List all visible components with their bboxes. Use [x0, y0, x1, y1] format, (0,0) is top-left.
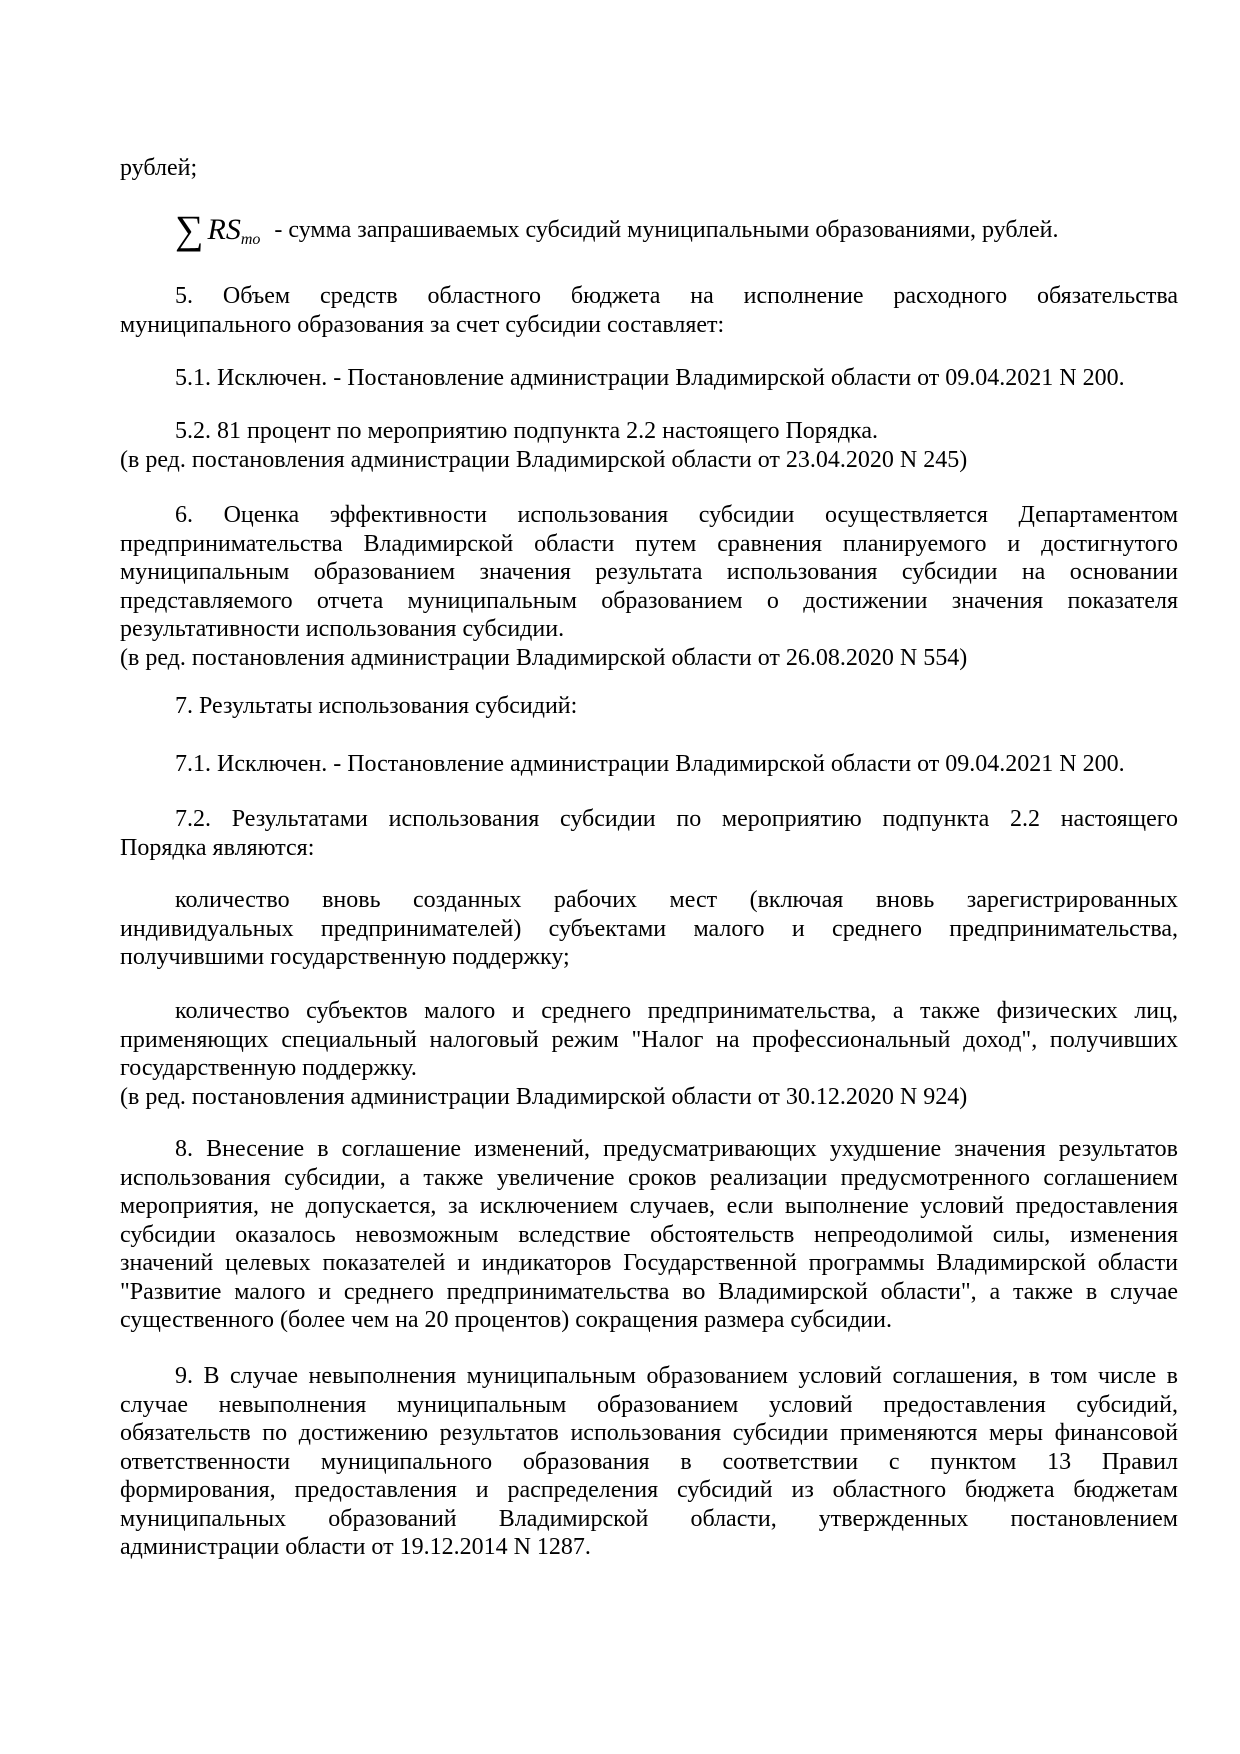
paragraph — [120, 1135, 1178, 1335]
paragraph-line: 9. В случае невыполнения муниципальным образованием условий соглашения, в том числе в — [175, 1363, 1178, 1389]
paragraph-line: формирования, предоставления и распределения субсидий из областного бюджета бюджетам — [120, 1477, 1178, 1503]
paragraph — [120, 1362, 1178, 1562]
paragraph-line: "Развитие малого и среднего предпринимательства во Владимирской области", а также в случае — [120, 1278, 1178, 1305]
paragraph-line: получившими государственную поддержку; — [120, 944, 570, 970]
paragraph-line: 7.2. Результатами использования субсидии по мероприятию подпункта 2.2 настоящего — [175, 806, 1178, 832]
paragraph-line: существенного (более чем на 20 процентов) сокращения размера субсидии. — [120, 1307, 892, 1333]
paragraph-line: использования субсидии, а также увеличение сроков реализации предусмотренного соглашением — [120, 1164, 1178, 1191]
paragraph-line: применяющих специальный налоговый режим "Налог на профессиональный доход", получивших — [120, 1026, 1178, 1053]
formula-subscript: mo — [240, 231, 261, 248]
paragraph — [120, 997, 1178, 1111]
paragraph-line: 6. Оценка эффективности использования субсидии осуществляется Департаментом — [175, 502, 1178, 528]
paragraph-line: количество вновь созданных рабочих мест (включая вновь зарегистрированных — [175, 887, 1178, 913]
paragraph — [120, 886, 1178, 972]
amendment-note: (в ред. постановления администрации Владимирской области от 23.04.2020 N 245) — [120, 446, 968, 473]
paragraph-line: 5.2. 81 процент по мероприятию подпункта 2.2 настоящего Порядка. — [175, 418, 878, 444]
sum-symbol: ∑ — [175, 207, 204, 252]
paragraph-line: 5.1. Исключен. - Постановление администрации Владимирской области от 09.04.2021 N 200. — [175, 365, 1125, 391]
paragraph-line: предпринимательства Владимирской области путем сравнения планируемого и достигнутого — [120, 530, 1178, 557]
paragraph-line: 7. Результаты использования субсидий: — [175, 693, 578, 719]
intro-line: рублей; — [120, 155, 198, 181]
paragraph — [120, 692, 1178, 721]
paragraph-line: ответственности муниципального образования в соответствии с пунктом 13 Правил — [120, 1448, 1178, 1475]
paragraph-line: количество субъектов малого и среднего предпринимательства, а также физических лиц, — [175, 998, 1178, 1024]
paragraph-line: обязательств по достижению результатов использования субсидии применяются меры финансовой — [120, 1420, 1178, 1446]
formula-definition — [175, 207, 1059, 252]
paragraph-line: случае невыполнения муниципальным образованием условий предоставления субсидий, — [120, 1391, 1178, 1418]
paragraph-line: индивидуальных предпринимателей) субъектами малого и среднего предпринимательства, — [120, 915, 1178, 942]
paragraph — [120, 417, 1178, 474]
paragraph — [120, 805, 1178, 862]
amendment-note: (в ред. постановления администрации Владимирской области от 30.12.2020 N 924) — [120, 1083, 968, 1110]
paragraph-line: администрации области от 19.12.2014 N 1287. — [120, 1534, 591, 1560]
paragraph-line: субсидии оказалось невозможным вследствие обстоятельств непреодолимой силы, изменения — [120, 1221, 1178, 1248]
paragraph — [120, 282, 1178, 339]
paragraph-line: представляемого отчета муниципальным образованием о достижении значения показателя — [120, 587, 1178, 614]
paragraph-line: муниципальным образованием значения результата использования субсидии на основании — [120, 559, 1178, 585]
paragraph-line: 7.1. Исключен. - Постановление администрации Владимирской области от 09.04.2021 N 200. — [175, 751, 1125, 777]
paragraph-line: муниципальных образований Владимирской области, утвержденных постановлением — [120, 1505, 1178, 1532]
paragraph-line: 5. Объем средств областного бюджета на исполнение расходного обязательства — [175, 283, 1178, 309]
paragraph — [120, 364, 1178, 393]
formula-description: - сумма запрашиваемых субсидий муниципальными образованиями, рублей. — [274, 216, 1059, 243]
formula-symbol: RS — [207, 213, 241, 246]
paragraph-line: Порядка являются: — [120, 834, 315, 861]
paragraph-line: государственную поддержку. — [120, 1055, 417, 1081]
paragraph-line: 8. Внесение в соглашение изменений, предусматривающих ухудшение значения результатов — [175, 1136, 1178, 1162]
paragraph-line: результативности использования субсидии. — [120, 616, 565, 642]
amendment-note: (в ред. постановления администрации Владимирской области от 26.08.2020 N 554) — [120, 644, 968, 671]
paragraph — [120, 501, 1178, 672]
paragraph-line: мероприятия, не допускается, за исключением случаев, если выполнение условий предоставления — [120, 1193, 1178, 1219]
intro-text — [120, 154, 1178, 183]
paragraph-line: муниципального образования за счет субсидии составляет: — [120, 311, 725, 338]
paragraph-line: значений целевых показателей и индикаторов Государственной программы Владимирской области — [120, 1250, 1178, 1276]
paragraph — [120, 750, 1178, 779]
